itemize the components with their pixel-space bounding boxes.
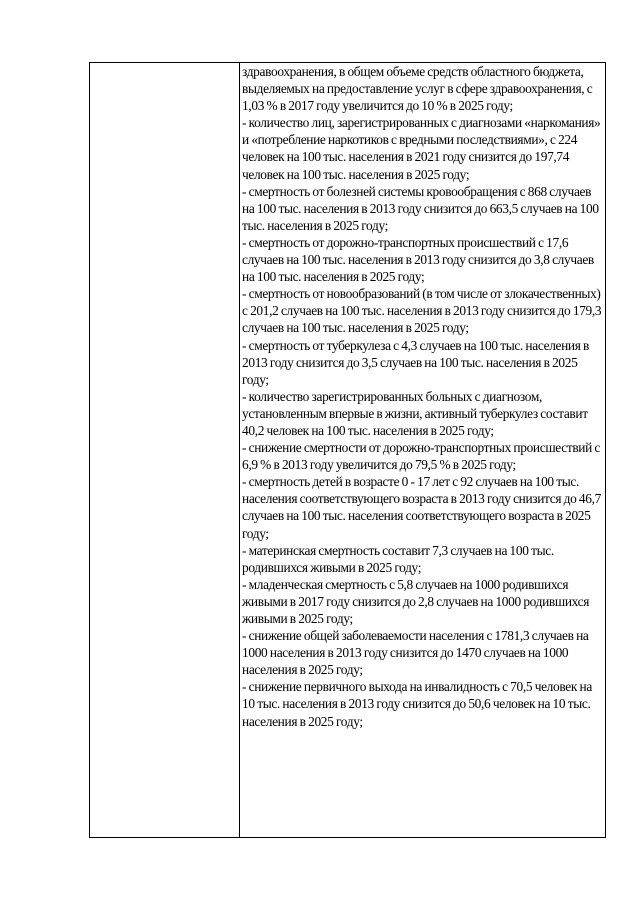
- paragraph: - смертность от болезней системы кровообращения с 868 случаев на 100 тыс. населения в 2013 году снизится до 663,5 случаев на 100 тыс. населения в 2025 году;: [242, 183, 599, 233]
- paragraph: - снижение первичного выхода на инвалидность с 70,5 человек на 10 тыс. населения в 2013 году снизится до 50,6 человек на 10 тыс. населения в 2025 году;: [242, 679, 592, 729]
- document-table: [89, 62, 606, 838]
- paragraph: - смертность детей в возрасте 0 - 17 лет с 92 случаев на 100 тыс. населения соответствующего возраста в 2013 году снизится до 46,7 случаев на 100 тыс. населения соответствующего возраста в 2025 году;: [242, 474, 601, 541]
- paragraph: - снижение общей заболеваемости населения с 1781,3 случаев на 1000 населения в 2013 году снизится до 1470 случаев на 1000 населения в 2025 году;: [242, 628, 589, 678]
- paragraph: здравоохранения, в общем объеме средств областного бюджета, выделяемых на предоставление услуг в сфере здравоохранения, с 1,03 % в 2017 году увеличится до 10 % в 2025 году;: [242, 64, 593, 114]
- paragraph: - количество лиц, зарегистрированных с диагнозами «наркомания» и «потребление наркотиков с вредными последствиями», с 224 человек на 100 тыс. населения в 2021 году снизится до 197,74 человек на 100 тыс. населения в 2025 году;: [242, 115, 601, 182]
- table-cell-left: [90, 63, 240, 837]
- paragraph: - количество зарегистрированных больных с диагнозом, установленным впервые в жизни, активный туберкулез составит 40,2 человек на 100 тыс. населения в 2025 году;: [242, 388, 588, 438]
- paragraph: - материнская смертность составит 7,3 случаев на 100 тыс. родившихся живыми в 2025 году;: [242, 542, 554, 575]
- table-cell-right: [240, 63, 605, 837]
- paragraph: - снижение смертности от дорожно-транспортных происшествий с 6,9 % в 2013 году увеличится до 79,5 % в 2025 году;: [242, 440, 601, 473]
- paragraph: - смертность от дорожно-транспортных происшествий с 17,6 случаев на 100 тыс. населения в 2013 году снизится до 3,8 случаев на 100 тыс. населения в 2025 году;: [242, 234, 594, 285]
- paragraph: - младенческая смертность с 5,8 случаев на 1000 родившихся живыми в 2017 году снизится до 2,8 случаев на 1000 родившихся живыми в 2025 году;: [242, 576, 590, 626]
- paragraph: - смертность от туберкулеза с 4,3 случаев на 100 тыс. населения в 2013 году снизится до 3,5 случаев на 100 тыс. населения в 2025 году;: [242, 337, 590, 387]
- paragraph: - смертность от новообразований (в том числе от злокачественных) с 201,2 случаев на 100 тыс. населения в 2013 году снизится до 179,3 случаев на 100 тыс. населения в 2025 году;: [242, 286, 602, 336]
